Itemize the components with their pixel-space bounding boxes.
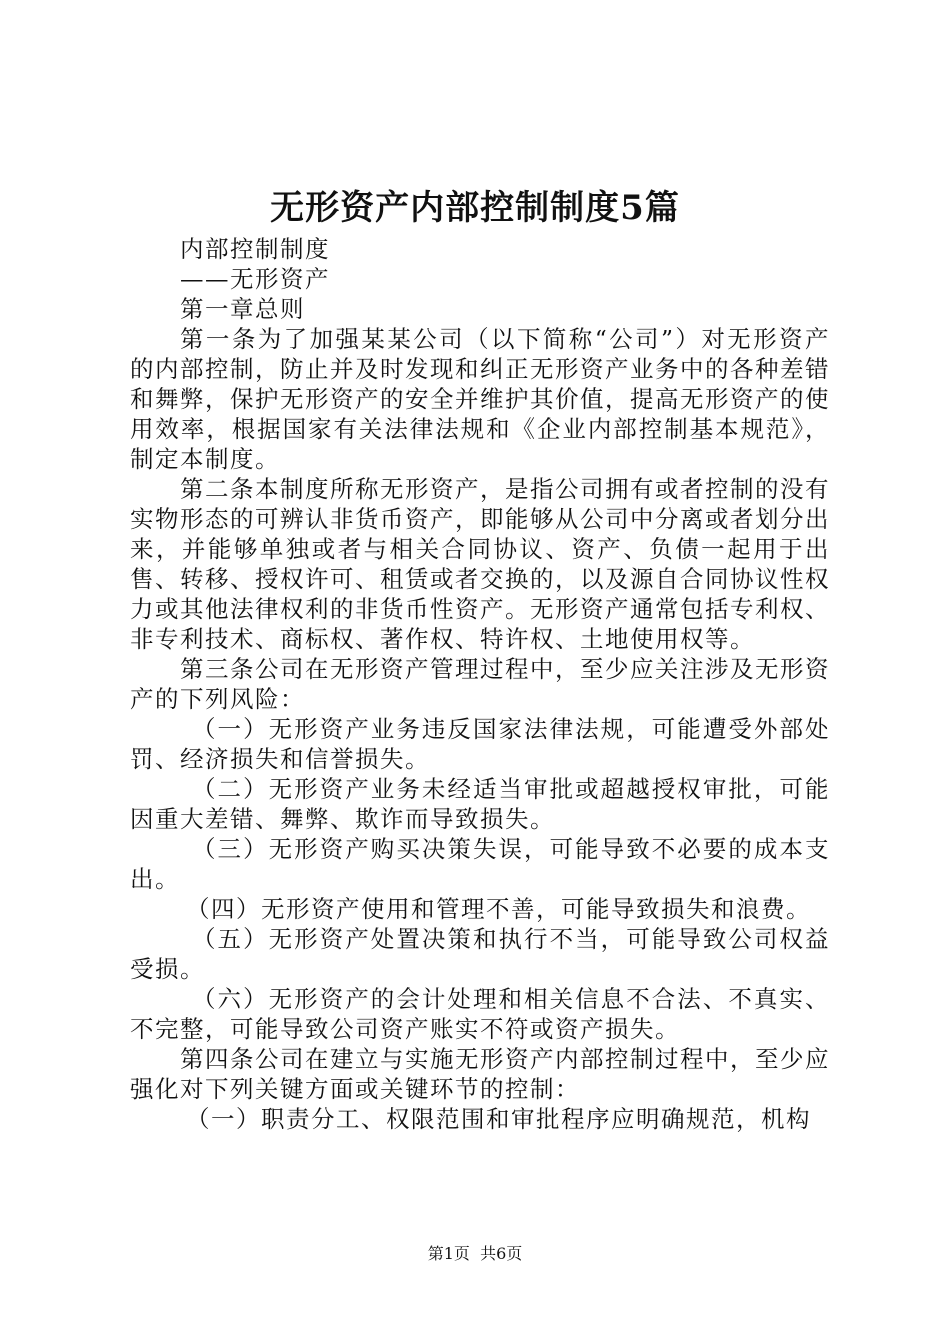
page-number: 第1页	[427, 1244, 470, 1263]
paragraph-article-4: 第四条公司在建立与实施无形资产内部控制过程中，至少应强化对下列关键方面或关键环节的控制：	[130, 1045, 830, 1103]
paragraph-subheading-asset: ——无形资产	[180, 265, 330, 293]
paragraph-article-1: 第一条为了加强某某公司（以下简称“公司”）对无形资产的内部控制，防止并及时发现和纠正无形资产业务中的各种差错和舞弊，保护无形资产的安全并维护其价值，提高无形资产的使用效率，根据国家有关法律法规和《企业内部控制基本规范》，制定本制度。	[130, 325, 830, 473]
paragraph-article-3: 第三条公司在无形资产管理过程中，至少应关注涉及无形资产的下列风险：	[130, 655, 830, 713]
paragraph-article-2: 第二条本制度所称无形资产，是指公司拥有或者控制的没有实物形态的可辨认非货币资产，即能够从公司中分离或者划分出来，并能够单独或者与相关合同协议、资产、负债一起用于出售、转移、授权许可、租赁或者交换的，以及源自合同协议性权力或其他法律权利的非货币性资产。无形资产通常包括专利权、非专利技术、商标权、著作权、特许权、土地使用权等。	[130, 475, 830, 653]
paragraph-risk-5: （五）无形资产处置决策和执行不当，可能导致公司权益受损。	[130, 925, 830, 983]
document-body	[130, 234, 830, 1134]
page-footer	[0, 1242, 950, 1266]
paragraph-risk-6: （六）无形资产的会计处理和相关信息不合法、不真实、不完整，可能导致公司资产账实不符或资产损失。	[130, 985, 830, 1043]
paragraph-heading-system: 内部控制制度	[180, 235, 330, 263]
page-title: 无形资产内部控制制度5篇	[270, 188, 680, 228]
paragraph-risk-4: （四）无形资产使用和管理不善，可能导致损失和浪费。	[186, 895, 811, 923]
paragraph-risk-2: （二）无形资产业务未经适当审批或超越授权审批，可能因重大差错、舞弊、欺诈而导致损失。	[130, 775, 830, 833]
paragraph-chapter-heading: 第一章总则	[180, 295, 305, 323]
paragraph-risk-3: （三）无形资产购买决策失误，可能导致不必要的成本支出。	[130, 835, 830, 893]
paragraph-risk-1: （一）无形资产业务违反国家法律法规，可能遭受外部处罚、经济损失和信誉损失。	[130, 715, 830, 773]
paragraph-control-1: （一）职责分工、权限范围和审批程序应明确规范，机构	[186, 1105, 811, 1133]
page-total: 共6页	[480, 1244, 523, 1263]
